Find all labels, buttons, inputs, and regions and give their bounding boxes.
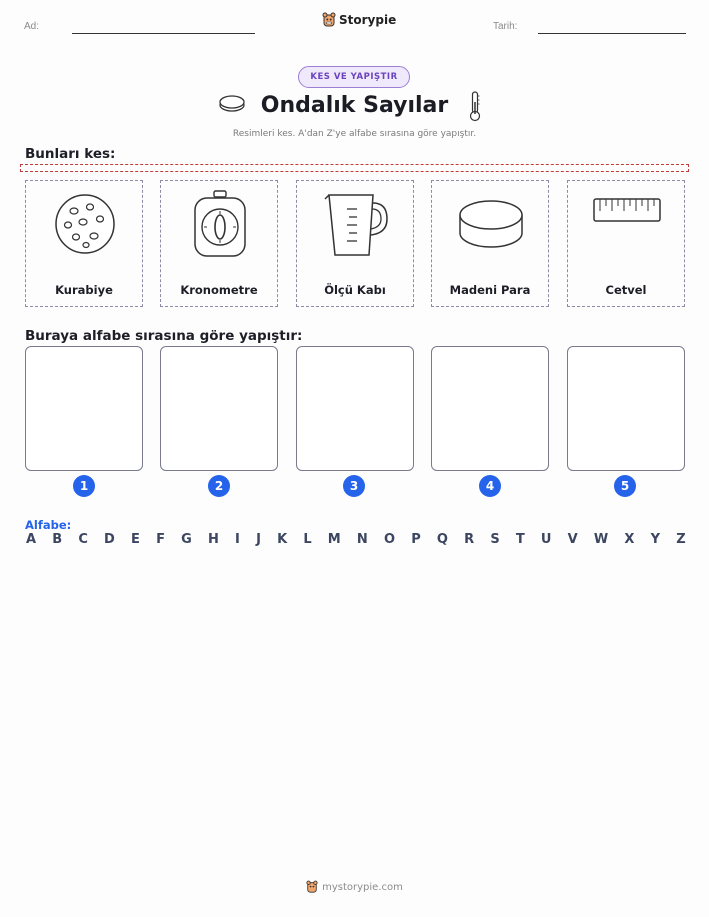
- alphabet-letter: M: [327, 532, 341, 547]
- footer-url[interactable]: mystorypie.com: [322, 881, 403, 893]
- alphabet-letter: F: [156, 532, 165, 547]
- alphabet-letter: L: [303, 532, 312, 547]
- alphabet-letter: H: [207, 532, 219, 547]
- alphabet-letter: C: [78, 532, 88, 547]
- name-label: Ad:: [24, 21, 40, 32]
- cut-line[interactable]: [20, 164, 689, 172]
- card-label: Cetvel: [605, 283, 647, 297]
- alphabet-letter: R: [464, 532, 475, 547]
- alphabet-letter: Q: [436, 532, 448, 547]
- alphabet-label: Alfabe:: [25, 518, 72, 532]
- cut-card-measuring-cup[interactable]: [296, 180, 414, 307]
- footer: [0, 880, 709, 894]
- cut-card-coin[interactable]: [431, 180, 549, 307]
- measuring-cup-icon: [321, 189, 391, 259]
- alphabet-letter: Z: [676, 532, 686, 547]
- brand-logo: [322, 12, 396, 28]
- slot-number-badge: 4: [479, 475, 501, 497]
- alphabet-letter: S: [490, 532, 500, 547]
- cut-card-cookie[interactable]: [25, 180, 143, 307]
- alphabet-letter: B: [52, 532, 63, 547]
- name-line[interactable]: [72, 33, 255, 34]
- thermometer-icon: [468, 90, 482, 122]
- alphabet-letter: T: [515, 532, 525, 547]
- alphabet-letter: O: [383, 532, 396, 547]
- paste-slot-4[interactable]: [431, 346, 549, 471]
- alphabet-letter: U: [540, 532, 552, 547]
- alphabet-letter: G: [181, 532, 192, 547]
- alphabet-letter: P: [411, 532, 421, 547]
- alphabet-letter: N: [356, 532, 368, 547]
- instructions: Resimleri kes. A'dan Z'ye alfabe sırasına göre yapıştır.: [232, 129, 477, 139]
- alphabet-letter: X: [624, 532, 635, 547]
- stopwatch-icon: [185, 189, 255, 259]
- cut-card-ruler[interactable]: [567, 180, 685, 307]
- paste-slot-2[interactable]: [160, 346, 278, 471]
- alphabet-letter: Y: [650, 532, 661, 547]
- date-label: Tarih:: [493, 21, 518, 32]
- storypie-mascot-icon: [306, 880, 318, 894]
- storypie-mascot-icon: [322, 12, 336, 28]
- cookie-icon: [50, 189, 120, 259]
- cut-heading: Bunları kes:: [25, 146, 116, 162]
- paste-slot-5[interactable]: [567, 346, 685, 471]
- date-line[interactable]: [538, 33, 686, 34]
- activity-badge: KES VE YAPIŞTIR: [298, 66, 410, 88]
- slot-number-badge: 5: [614, 475, 636, 497]
- slot-number-badge: 3: [343, 475, 365, 497]
- slot-number-badge: 1: [73, 475, 95, 497]
- alphabet-letter: V: [567, 532, 578, 547]
- brand-name: Storypie: [339, 13, 397, 27]
- cut-card-stopwatch[interactable]: [160, 180, 278, 307]
- alphabet-letter: K: [277, 532, 288, 547]
- paste-slot-1[interactable]: [25, 346, 143, 471]
- alphabet-letter: J: [256, 532, 261, 547]
- alphabet-row: [26, 532, 686, 547]
- coin-icon: [456, 189, 526, 259]
- card-label: Madeni Para: [449, 283, 531, 297]
- alphabet-letter: D: [104, 532, 115, 547]
- paste-heading: Buraya alfabe sırasına göre yapıştır:: [25, 328, 303, 344]
- slot-number-badge: 2: [208, 475, 230, 497]
- ruler-icon: [592, 189, 662, 259]
- alphabet-letter: E: [131, 532, 140, 547]
- alphabet-letter: A: [26, 532, 37, 547]
- alphabet-letter: I: [235, 532, 240, 547]
- alphabet-letter: W: [593, 532, 609, 547]
- card-label: Kurabiye: [55, 283, 113, 297]
- page-title: Ondalık Sayılar: [260, 93, 449, 118]
- paste-slot-3[interactable]: [296, 346, 414, 471]
- card-label: Kronometre: [180, 283, 258, 297]
- card-label: Ölçü Kabı: [324, 283, 386, 297]
